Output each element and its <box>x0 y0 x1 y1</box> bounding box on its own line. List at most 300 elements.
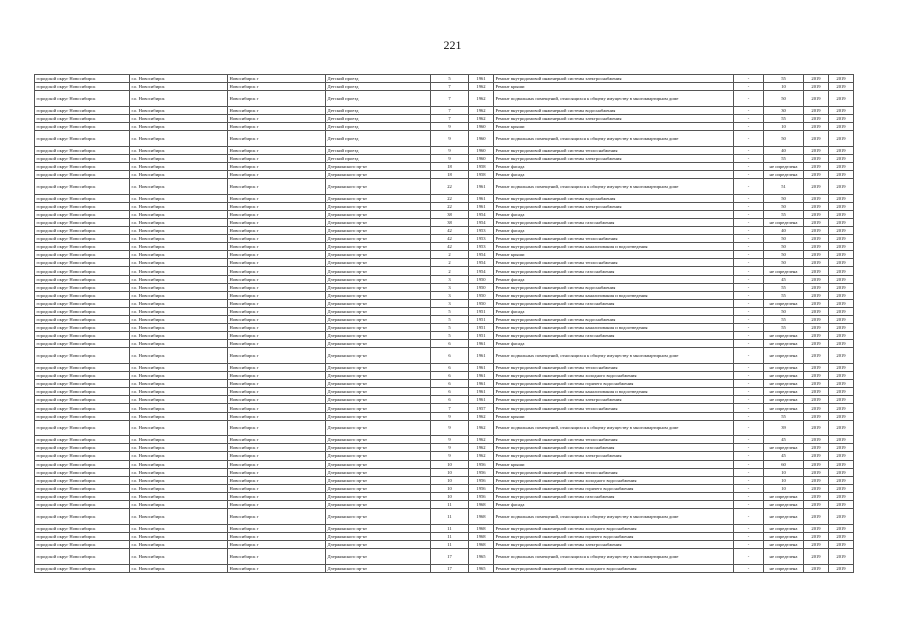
settlement-cell: Новосибирск г <box>228 332 326 340</box>
table-row <box>35 170 854 178</box>
street-cell: Дзержинского пр-кт <box>326 444 431 452</box>
municipality-cell: г.о. Новосибирск <box>130 324 228 332</box>
build-year-cell: 1950 <box>469 291 494 299</box>
table-row <box>35 444 854 452</box>
municipal-district-cell: городской округ Новосибирск <box>35 476 130 484</box>
table-row <box>35 532 854 540</box>
year-start-cell: 2019 <box>804 283 829 291</box>
year-start-cell: 2019 <box>804 251 829 259</box>
year-start-cell: 2019 <box>804 291 829 299</box>
dash-cell: - <box>734 131 764 147</box>
dash-cell: - <box>734 396 764 404</box>
settlement-cell: Новосибирск г <box>228 380 326 388</box>
build-year-cell: 1951 <box>469 316 494 324</box>
cost-cell: 10 <box>764 122 804 130</box>
work-type-cell: Ремонт внутридомовой инженерной системы теплоснабжения <box>494 235 734 243</box>
street-cell: Дзержинского пр-кт <box>326 162 431 170</box>
cost-cell: не определена <box>764 492 804 500</box>
municipality-cell: г.о. Новосибирск <box>130 380 228 388</box>
work-type-cell: Ремонт внутридомовой инженерной системы электроснабжения <box>494 75 734 83</box>
street-cell: Дзержинского пр-кт <box>326 452 431 460</box>
settlement-cell: Новосибирск г <box>228 307 326 315</box>
year-end-cell: 2019 <box>829 316 854 324</box>
street-cell: Дзержинского пр-кт <box>326 283 431 291</box>
settlement-cell: Новосибирск г <box>228 509 326 525</box>
year-end-cell: 2019 <box>829 532 854 540</box>
municipality-cell: г.о. Новосибирск <box>130 332 228 340</box>
settlement-cell: Новосибирск г <box>228 170 326 178</box>
municipality-cell: г.о. Новосибирск <box>130 91 228 107</box>
municipality-cell: г.о. Новосибирск <box>130 154 228 162</box>
cost-cell: 10 <box>764 484 804 492</box>
table-row <box>35 540 854 548</box>
table-row <box>35 235 854 243</box>
dash-cell: - <box>734 83 764 91</box>
year-end-cell: 2019 <box>829 332 854 340</box>
build-year-cell: 1962 <box>469 452 494 460</box>
work-type-cell: Ремонт подвальных помещений, относящихся к общему имуществу в многоквартирном доме <box>494 509 734 525</box>
house-number-cell: 7 <box>431 404 469 412</box>
house-number-cell: 11 <box>431 501 469 509</box>
settlement-cell: Новосибирск г <box>228 452 326 460</box>
table-row <box>35 420 854 436</box>
dash-cell: - <box>734 194 764 202</box>
build-year-cell: 1961 <box>469 364 494 372</box>
cost-cell: 50 <box>764 91 804 107</box>
work-type-cell: Ремонт внутридомовой инженерной системы газоснабжения <box>494 444 734 452</box>
dash-cell: - <box>734 412 764 420</box>
settlement-cell: Новосибирск г <box>228 476 326 484</box>
table-row <box>35 509 854 525</box>
dash-cell: - <box>734 275 764 283</box>
table-row <box>35 436 854 444</box>
work-type-cell: Ремонт внутридомовой инженерной системы горячего водоснабжения <box>494 484 734 492</box>
street-cell: Дзержинского пр-кт <box>326 170 431 178</box>
year-start-cell: 2019 <box>804 540 829 548</box>
municipality-cell: г.о. Новосибирск <box>130 388 228 396</box>
settlement-cell: Новосибирск г <box>228 275 326 283</box>
year-end-cell: 2019 <box>829 348 854 364</box>
settlement-cell: Новосибирск г <box>228 259 326 267</box>
municipal-district-cell: городской округ Новосибирск <box>35 501 130 509</box>
year-start-cell: 2019 <box>804 509 829 525</box>
year-start-cell: 2019 <box>804 106 829 114</box>
street-cell: Дзержинского пр-кт <box>326 524 431 532</box>
settlement-cell: Новосибирск г <box>228 299 326 307</box>
settlement-cell: Новосибирск г <box>228 283 326 291</box>
build-year-cell: 1953 <box>469 243 494 251</box>
year-end-cell: 2019 <box>829 122 854 130</box>
build-year-cell: 1954 <box>469 267 494 275</box>
cost-cell: не определена <box>764 162 804 170</box>
year-start-cell: 2019 <box>804 524 829 532</box>
municipal-district-cell: городской округ Новосибирск <box>35 524 130 532</box>
dash-cell: - <box>734 154 764 162</box>
year-start-cell: 2019 <box>804 332 829 340</box>
year-start-cell: 2019 <box>804 227 829 235</box>
build-year-cell: 1962 <box>469 444 494 452</box>
municipality-cell: г.о. Новосибирск <box>130 348 228 364</box>
municipal-district-cell: городской округ Новосибирск <box>35 364 130 372</box>
build-year-cell: 1962 <box>469 83 494 91</box>
municipal-district-cell: городской округ Новосибирск <box>35 243 130 251</box>
municipality-cell: г.о. Новосибирск <box>130 75 228 83</box>
dash-cell: - <box>734 75 764 83</box>
build-year-cell: 1960 <box>469 154 494 162</box>
street-cell: Детский проезд <box>326 83 431 91</box>
dash-cell: - <box>734 243 764 251</box>
table-row <box>35 548 854 564</box>
build-year-cell: 1962 <box>469 114 494 122</box>
year-end-cell: 2019 <box>829 476 854 484</box>
dash-cell: - <box>734 122 764 130</box>
dash-cell: - <box>734 259 764 267</box>
table-row <box>35 146 854 154</box>
table-row <box>35 227 854 235</box>
settlement-cell: Новосибирск г <box>228 340 326 348</box>
dash-cell: - <box>734 509 764 525</box>
municipality-cell: г.о. Новосибирск <box>130 106 228 114</box>
table-row <box>35 162 854 170</box>
settlement-cell: Новосибирск г <box>228 412 326 420</box>
house-number-cell: 6 <box>431 340 469 348</box>
house-number-cell: 5 <box>431 316 469 324</box>
year-end-cell: 2019 <box>829 388 854 396</box>
cost-cell: не определена <box>764 364 804 372</box>
cost-cell: не определена <box>764 404 804 412</box>
street-cell: Дзержинского пр-кт <box>326 388 431 396</box>
year-start-cell: 2019 <box>804 146 829 154</box>
settlement-cell: Новосибирск г <box>228 251 326 259</box>
build-year-cell: 1962 <box>469 436 494 444</box>
work-type-cell: Ремонт внутридомовой инженерной системы холодного водоснабжения <box>494 564 734 572</box>
municipality-cell: г.о. Новосибирск <box>130 372 228 380</box>
cost-cell: 55 <box>764 154 804 162</box>
build-year-cell: 1956 <box>469 468 494 476</box>
work-type-cell: Ремонт подвальных помещений, относящихся к общему имуществу в многоквартирном доме <box>494 548 734 564</box>
municipality-cell: г.о. Новосибирск <box>130 540 228 548</box>
street-cell: Дзержинского пр-кт <box>326 380 431 388</box>
table-row <box>35 460 854 468</box>
year-end-cell: 2019 <box>829 154 854 162</box>
table-row <box>35 476 854 484</box>
table-row <box>35 218 854 226</box>
house-number-cell: 38 <box>431 210 469 218</box>
house-number-cell: 2 <box>431 267 469 275</box>
cost-cell: не определена <box>764 396 804 404</box>
house-number-cell: 22 <box>431 202 469 210</box>
municipality-cell: г.о. Новосибирск <box>130 412 228 420</box>
dash-cell: - <box>734 91 764 107</box>
cost-cell: не определена <box>764 524 804 532</box>
street-cell: Дзержинского пр-кт <box>326 299 431 307</box>
municipal-district-cell: городской округ Новосибирск <box>35 235 130 243</box>
house-number-cell: 18 <box>431 162 469 170</box>
year-start-cell: 2019 <box>804 202 829 210</box>
year-start-cell: 2019 <box>804 83 829 91</box>
build-year-cell: 1961 <box>469 194 494 202</box>
house-number-cell: 3 <box>431 275 469 283</box>
dash-cell: - <box>734 436 764 444</box>
dash-cell: - <box>734 307 764 315</box>
cost-cell: не определена <box>764 509 804 525</box>
year-start-cell: 2019 <box>804 131 829 147</box>
municipal-district-cell: городской округ Новосибирск <box>35 210 130 218</box>
municipal-district-cell: городской округ Новосибирск <box>35 131 130 147</box>
table-row <box>35 83 854 91</box>
municipality-cell: г.о. Новосибирск <box>130 194 228 202</box>
build-year-cell: 1956 <box>469 460 494 468</box>
municipality-cell: г.о. Новосибирск <box>130 420 228 436</box>
dash-cell: - <box>734 452 764 460</box>
dash-cell: - <box>734 114 764 122</box>
dash-cell: - <box>734 162 764 170</box>
cost-cell: 40 <box>764 146 804 154</box>
municipality-cell: г.о. Новосибирск <box>130 251 228 259</box>
settlement-cell: Новосибирск г <box>228 291 326 299</box>
street-cell: Дзержинского пр-кт <box>326 243 431 251</box>
year-end-cell: 2019 <box>829 484 854 492</box>
house-number-cell: 5 <box>431 307 469 315</box>
year-start-cell: 2019 <box>804 154 829 162</box>
house-number-cell: 2 <box>431 259 469 267</box>
cost-cell: не определена <box>764 348 804 364</box>
work-type-cell: Ремонт внутридомовой инженерной системы горячего водоснабжения <box>494 380 734 388</box>
work-type-cell: Ремонт внутридомовой инженерной системы теплоснабжения <box>494 259 734 267</box>
build-year-cell: 1961 <box>469 380 494 388</box>
municipality-cell: г.о. Новосибирск <box>130 170 228 178</box>
dash-cell: - <box>734 404 764 412</box>
work-type-cell: Ремонт внутридомовой инженерной системы канализования и водоотведения <box>494 291 734 299</box>
house-number-cell: 7 <box>431 106 469 114</box>
build-year-cell: 1962 <box>469 106 494 114</box>
house-number-cell: 5 <box>431 324 469 332</box>
cost-cell: 10 <box>764 468 804 476</box>
year-end-cell: 2019 <box>829 75 854 83</box>
year-start-cell: 2019 <box>804 444 829 452</box>
table-row <box>35 412 854 420</box>
street-cell: Дзержинского пр-кт <box>326 492 431 500</box>
work-type-cell: Ремонт подвальных помещений, относящихся к общему имуществу в многоквартирном доме <box>494 348 734 364</box>
settlement-cell: Новосибирск г <box>228 396 326 404</box>
municipal-district-cell: городской округ Новосибирск <box>35 146 130 154</box>
year-start-cell: 2019 <box>804 170 829 178</box>
table-row <box>35 388 854 396</box>
street-cell: Детский проезд <box>326 114 431 122</box>
year-end-cell: 2019 <box>829 299 854 307</box>
settlement-cell: Новосибирск г <box>228 324 326 332</box>
settlement-cell: Новосибирск г <box>228 484 326 492</box>
street-cell: Дзержинского пр-кт <box>326 267 431 275</box>
year-start-cell: 2019 <box>804 210 829 218</box>
build-year-cell: 1965 <box>469 564 494 572</box>
table-row <box>35 251 854 259</box>
settlement-cell: Новосибирск г <box>228 146 326 154</box>
municipality-cell: г.о. Новосибирск <box>130 307 228 315</box>
build-year-cell: 1951 <box>469 307 494 315</box>
table-row <box>35 452 854 460</box>
house-number-cell: 9 <box>431 122 469 130</box>
year-start-cell: 2019 <box>804 194 829 202</box>
settlement-cell: Новосибирск г <box>228 202 326 210</box>
build-year-cell: 1968 <box>469 540 494 548</box>
year-start-cell: 2019 <box>804 564 829 572</box>
work-type-cell: Ремонт внутридомовой инженерной системы газоснабжения <box>494 267 734 275</box>
street-cell: Дзержинского пр-кт <box>326 468 431 476</box>
house-number-cell: 10 <box>431 484 469 492</box>
table-row <box>35 75 854 83</box>
cost-cell: 55 <box>764 412 804 420</box>
dash-cell: - <box>734 283 764 291</box>
dash-cell: - <box>734 332 764 340</box>
year-start-cell: 2019 <box>804 468 829 476</box>
house-number-cell: 10 <box>431 492 469 500</box>
house-number-cell: 38 <box>431 218 469 226</box>
dash-cell: - <box>734 235 764 243</box>
year-end-cell: 2019 <box>829 380 854 388</box>
dash-cell: - <box>734 476 764 484</box>
settlement-cell: Новосибирск г <box>228 235 326 243</box>
cost-cell: 45 <box>764 275 804 283</box>
work-type-cell: Ремонт подвальных помещений, относящихся к общему имуществу в многоквартирном доме <box>494 420 734 436</box>
build-year-cell: 1961 <box>469 75 494 83</box>
street-cell: Дзержинского пр-кт <box>326 324 431 332</box>
municipal-district-cell: городской округ Новосибирск <box>35 122 130 130</box>
house-number-cell: 22 <box>431 179 469 195</box>
build-year-cell: 1950 <box>469 299 494 307</box>
municipal-district-cell: городской округ Новосибирск <box>35 202 130 210</box>
municipality-cell: г.о. Новосибирск <box>130 396 228 404</box>
work-type-cell: Ремонт внутридомовой инженерной системы газоснабжения <box>494 218 734 226</box>
house-number-cell: 9 <box>431 131 469 147</box>
house-number-cell: 42 <box>431 235 469 243</box>
municipal-district-cell: городской округ Новосибирск <box>35 564 130 572</box>
page-number: 221 <box>443 38 462 52</box>
table-row <box>35 524 854 532</box>
year-end-cell: 2019 <box>829 131 854 147</box>
municipal-district-cell: городской округ Новосибирск <box>35 509 130 525</box>
dash-cell: - <box>734 106 764 114</box>
build-year-cell: 1961 <box>469 202 494 210</box>
municipal-district-cell: городской округ Новосибирск <box>35 83 130 91</box>
year-start-cell: 2019 <box>804 218 829 226</box>
municipality-cell: г.о. Новосибирск <box>130 468 228 476</box>
year-end-cell: 2019 <box>829 170 854 178</box>
year-start-cell: 2019 <box>804 460 829 468</box>
year-end-cell: 2019 <box>829 227 854 235</box>
municipal-district-cell: городской округ Новосибирск <box>35 396 130 404</box>
work-type-cell: Ремонт крыши <box>494 251 734 259</box>
work-type-cell: Ремонт фасада <box>494 501 734 509</box>
year-end-cell: 2019 <box>829 340 854 348</box>
dash-cell: - <box>734 380 764 388</box>
year-end-cell: 2019 <box>829 146 854 154</box>
work-type-cell: Ремонт внутридомовой инженерной системы электроснабжения <box>494 452 734 460</box>
cost-cell: не определена <box>764 218 804 226</box>
year-start-cell: 2019 <box>804 436 829 444</box>
municipal-district-cell: городской округ Новосибирск <box>35 444 130 452</box>
cost-cell: 60 <box>764 460 804 468</box>
municipal-district-cell: городской округ Новосибирск <box>35 380 130 388</box>
work-type-cell: Ремонт фасада <box>494 170 734 178</box>
work-type-cell: Ремонт внутридомовой инженерной системы электроснабжения <box>494 540 734 548</box>
street-cell: Дзержинского пр-кт <box>326 372 431 380</box>
year-end-cell: 2019 <box>829 509 854 525</box>
house-number-cell: 11 <box>431 540 469 548</box>
work-type-cell: Ремонт внутридомовой инженерной системы электроснабжения <box>494 396 734 404</box>
year-end-cell: 2019 <box>829 114 854 122</box>
house-number-cell: 2 <box>431 251 469 259</box>
year-end-cell: 2019 <box>829 243 854 251</box>
dash-cell: - <box>734 146 764 154</box>
year-end-cell: 2019 <box>829 307 854 315</box>
house-number-cell: 6 <box>431 380 469 388</box>
year-start-cell: 2019 <box>804 404 829 412</box>
settlement-cell: Новосибирск г <box>228 548 326 564</box>
work-type-cell: Ремонт внутридомовой инженерной системы горячего водоснабжения <box>494 532 734 540</box>
settlement-cell: Новосибирск г <box>228 179 326 195</box>
municipality-cell: г.о. Новосибирск <box>130 283 228 291</box>
build-year-cell: 1961 <box>469 396 494 404</box>
street-cell: Дзержинского пр-кт <box>326 259 431 267</box>
build-year-cell: 1958 <box>469 162 494 170</box>
year-start-cell: 2019 <box>804 340 829 348</box>
municipality-cell: г.о. Новосибирск <box>130 235 228 243</box>
year-end-cell: 2019 <box>829 283 854 291</box>
street-cell: Дзержинского пр-кт <box>326 404 431 412</box>
table-row <box>35 275 854 283</box>
settlement-cell: Новосибирск г <box>228 316 326 324</box>
dash-cell: - <box>734 299 764 307</box>
dash-cell: - <box>734 364 764 372</box>
table-row <box>35 324 854 332</box>
street-cell: Дзержинского пр-кт <box>326 179 431 195</box>
house-number-cell: 6 <box>431 348 469 364</box>
table-row <box>35 396 854 404</box>
work-type-cell: Ремонт крыши <box>494 83 734 91</box>
dash-cell: - <box>734 548 764 564</box>
work-type-cell: Ремонт фасада <box>494 162 734 170</box>
build-year-cell: 1953 <box>469 235 494 243</box>
municipal-district-cell: городской округ Новосибирск <box>35 299 130 307</box>
municipality-cell: г.о. Новосибирск <box>130 114 228 122</box>
year-start-cell: 2019 <box>804 532 829 540</box>
work-type-cell: Ремонт внутридомовой инженерной системы теплоснабжения <box>494 468 734 476</box>
settlement-cell: Новосибирск г <box>228 348 326 364</box>
settlement-cell: Новосибирск г <box>228 436 326 444</box>
street-cell: Детский проезд <box>326 154 431 162</box>
cost-cell: 40 <box>764 227 804 235</box>
municipal-district-cell: городской округ Новосибирск <box>35 412 130 420</box>
cost-cell: не определена <box>764 548 804 564</box>
dash-cell: - <box>734 218 764 226</box>
house-number-cell: 10 <box>431 460 469 468</box>
cost-cell: не определена <box>764 564 804 572</box>
house-number-cell: 3 <box>431 299 469 307</box>
cost-cell: 51 <box>764 179 804 195</box>
year-start-cell: 2019 <box>804 484 829 492</box>
dash-cell: - <box>734 501 764 509</box>
year-end-cell: 2019 <box>829 468 854 476</box>
municipality-cell: г.о. Новосибирск <box>130 484 228 492</box>
house-number-cell: 5 <box>431 75 469 83</box>
year-start-cell: 2019 <box>804 235 829 243</box>
dash-cell: - <box>734 492 764 500</box>
cost-cell: 39 <box>764 420 804 436</box>
municipal-district-cell: городской округ Новосибирск <box>35 404 130 412</box>
build-year-cell: 1968 <box>469 501 494 509</box>
year-end-cell: 2019 <box>829 540 854 548</box>
